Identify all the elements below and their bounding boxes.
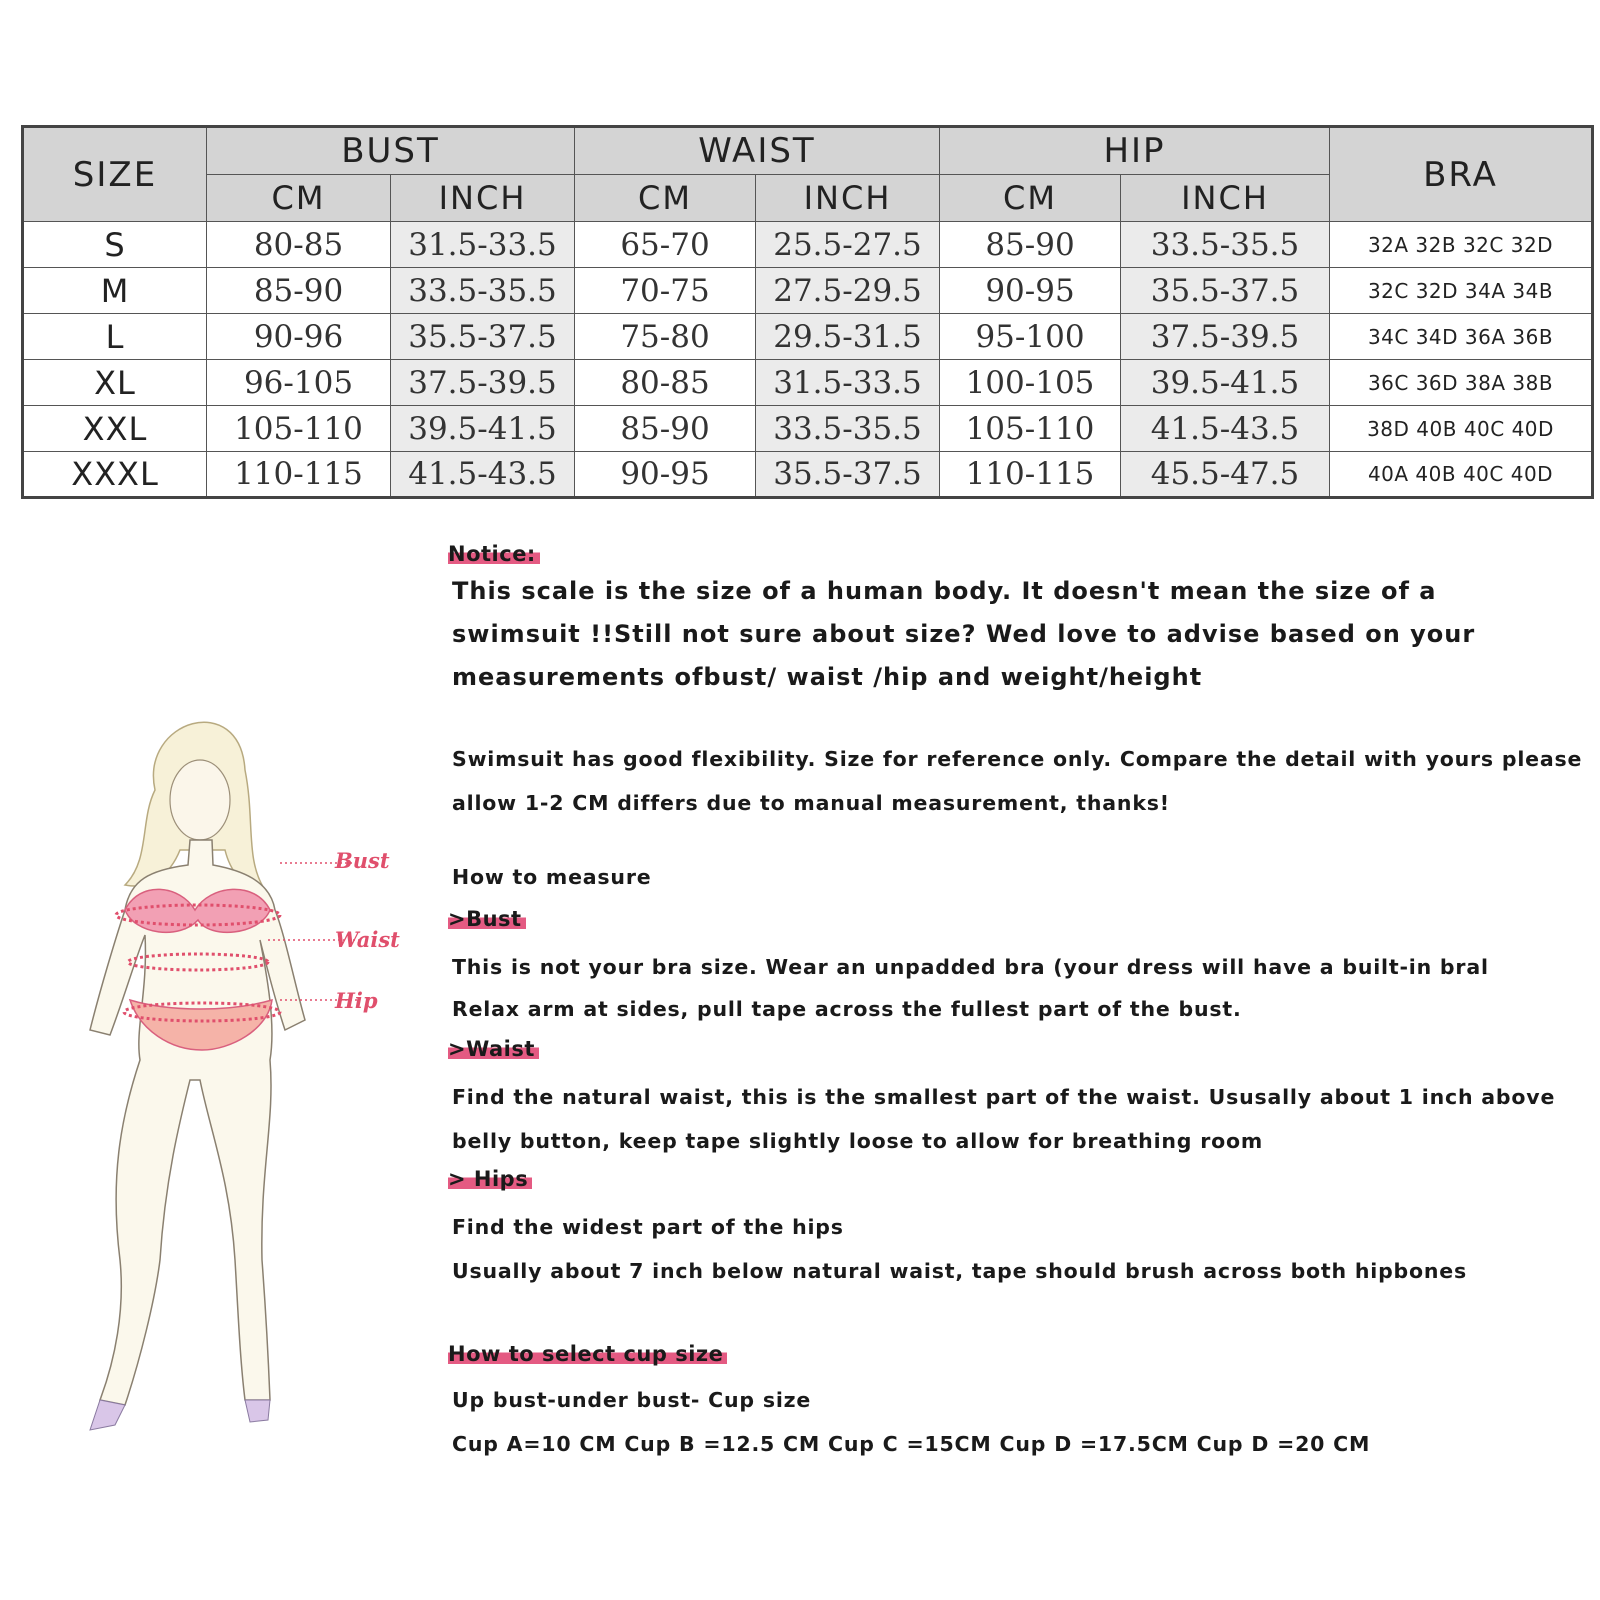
notice-line: This scale is the size of a human body. It doesn't mean the size of a <box>452 577 1437 605</box>
hips-instructions <box>452 1205 1592 1293</box>
waist-label: Waist <box>335 927 400 952</box>
waist-cm-cell: 70-75 <box>575 268 756 314</box>
size-cell: XXL <box>23 406 207 452</box>
bust-inch-cell: 31.5-33.5 <box>391 222 575 268</box>
bra-cell: 40A 40B 40C 40D <box>1330 452 1593 498</box>
size-cell: M <box>23 268 207 314</box>
table-row <box>23 406 1593 452</box>
waist-header: WAIST <box>575 127 940 175</box>
bust-inch-cell: 33.5-35.5 <box>391 268 575 314</box>
waist-cm-cell: 75-80 <box>575 314 756 360</box>
hip-cm-header: CM <box>940 175 1121 222</box>
hip-cm-cell: 85-90 <box>940 222 1121 268</box>
waist-inch-cell: 31.5-33.5 <box>756 360 940 406</box>
bust-cm-header: CM <box>207 175 391 222</box>
hips-heading: > Hips <box>448 1165 532 1193</box>
notice-line: measurements ofbust/ waist /hip and weight/height <box>452 663 1203 691</box>
bust-line: Relax arm at sides, pull tape across the fullest part of the bust. <box>452 997 1242 1021</box>
waist-line: belly button, keep tape slightly loose to allow for breathing room <box>452 1129 1264 1153</box>
bust-inch-cell: 35.5-37.5 <box>391 314 575 360</box>
bust-line: This is not your bra size. Wear an unpadded bra (your dress will have a built-in bral <box>452 955 1489 979</box>
notice-text <box>452 570 1592 699</box>
size-chart-table <box>21 125 1594 499</box>
waist-cm-cell: 65-70 <box>575 222 756 268</box>
flex-line: Swimsuit has good flexibility. Size for reference only. Compare the detail with yours please <box>452 747 1583 771</box>
bust-instructions <box>452 946 1592 1030</box>
notice-line: swimsuit !!Still not sure about size? Wed love to advise based on your <box>452 620 1476 648</box>
cup-line: Cup A=10 CM Cup B =12.5 CM Cup C =15CM Cup D =17.5CM Cup D =20 CM <box>452 1432 1371 1456</box>
size-cell: L <box>23 314 207 360</box>
cup-size-heading: How to select cup size <box>448 1340 727 1368</box>
hip-cm-cell: 100-105 <box>940 360 1121 406</box>
bust-heading: >Bust <box>448 905 526 933</box>
waist-heading: >Waist <box>448 1035 539 1063</box>
bust-cm-cell: 105-110 <box>207 406 391 452</box>
waist-inch-cell: 27.5-29.5 <box>756 268 940 314</box>
bust-cm-cell: 110-115 <box>207 452 391 498</box>
cup-line: Up bust-under bust- Cup size <box>452 1388 812 1412</box>
hip-cm-cell: 105-110 <box>940 406 1121 452</box>
bust-cm-cell: 85-90 <box>207 268 391 314</box>
waist-inch-header: INCH <box>756 175 940 222</box>
bra-cell: 32A 32B 32C 32D <box>1330 222 1593 268</box>
hip-inch-cell: 39.5-41.5 <box>1121 360 1330 406</box>
bust-inch-cell: 37.5-39.5 <box>391 360 575 406</box>
woman-figure-illustration <box>30 700 430 1460</box>
waist-line: Find the natural waist, this is the smallest part of the waist. Ususally about 1 inch above <box>452 1085 1556 1109</box>
size-cell: S <box>23 222 207 268</box>
bust-header: BUST <box>207 127 575 175</box>
size-header: SIZE <box>23 127 207 222</box>
hip-inch-cell: 45.5-47.5 <box>1121 452 1330 498</box>
table-row <box>23 222 1593 268</box>
table-row <box>23 314 1593 360</box>
waist-cm-cell: 85-90 <box>575 406 756 452</box>
hip-inch-cell: 41.5-43.5 <box>1121 406 1330 452</box>
waist-inch-cell: 33.5-35.5 <box>756 406 940 452</box>
waist-cm-cell: 90-95 <box>575 452 756 498</box>
hip-inch-cell: 37.5-39.5 <box>1121 314 1330 360</box>
waist-cm-header: CM <box>575 175 756 222</box>
hip-inch-header: INCH <box>1121 175 1330 222</box>
hip-inch-cell: 35.5-37.5 <box>1121 268 1330 314</box>
hip-label: Hip <box>335 988 378 1013</box>
bust-inch-cell: 39.5-41.5 <box>391 406 575 452</box>
waist-instructions <box>452 1075 1592 1163</box>
notice-heading: Notice: <box>448 540 540 568</box>
bust-cm-cell: 80-85 <box>207 222 391 268</box>
flex-line: allow 1-2 CM differs due to manual measurement, thanks! <box>452 791 1170 815</box>
bust-inch-cell: 41.5-43.5 <box>391 452 575 498</box>
bra-cell: 32C 32D 34A 34B <box>1330 268 1593 314</box>
size-cell: XL <box>23 360 207 406</box>
bust-label: Bust <box>335 848 390 873</box>
waist-inch-cell: 35.5-37.5 <box>756 452 940 498</box>
how-to-measure-title: How to measure <box>452 865 652 889</box>
bra-cell: 34C 34D 36A 36B <box>1330 314 1593 360</box>
size-cell: XXXL <box>23 452 207 498</box>
bra-cell: 36C 36D 38A 38B <box>1330 360 1593 406</box>
table-row <box>23 360 1593 406</box>
bust-cm-cell: 90-96 <box>207 314 391 360</box>
table-row <box>23 268 1593 314</box>
bra-header: BRA <box>1330 127 1593 222</box>
cup-size-instructions <box>452 1378 1592 1466</box>
hip-header: HIP <box>940 127 1330 175</box>
bust-inch-header: INCH <box>391 175 575 222</box>
hip-cm-cell: 90-95 <box>940 268 1121 314</box>
table-row <box>23 452 1593 498</box>
waist-inch-cell: 29.5-31.5 <box>756 314 940 360</box>
hips-line: Usually about 7 inch below natural waist, tape should brush across both hipbones <box>452 1259 1468 1283</box>
hips-line: Find the widest part of the hips <box>452 1215 844 1239</box>
hip-cm-cell: 95-100 <box>940 314 1121 360</box>
bust-cm-cell: 96-105 <box>207 360 391 406</box>
flexibility-text <box>452 737 1592 825</box>
waist-inch-cell: 25.5-27.5 <box>756 222 940 268</box>
hip-inch-cell: 33.5-35.5 <box>1121 222 1330 268</box>
hip-cm-cell: 110-115 <box>940 452 1121 498</box>
body-measurement-figure <box>30 700 430 1460</box>
waist-cm-cell: 80-85 <box>575 360 756 406</box>
bra-cell: 38D 40B 40C 40D <box>1330 406 1593 452</box>
